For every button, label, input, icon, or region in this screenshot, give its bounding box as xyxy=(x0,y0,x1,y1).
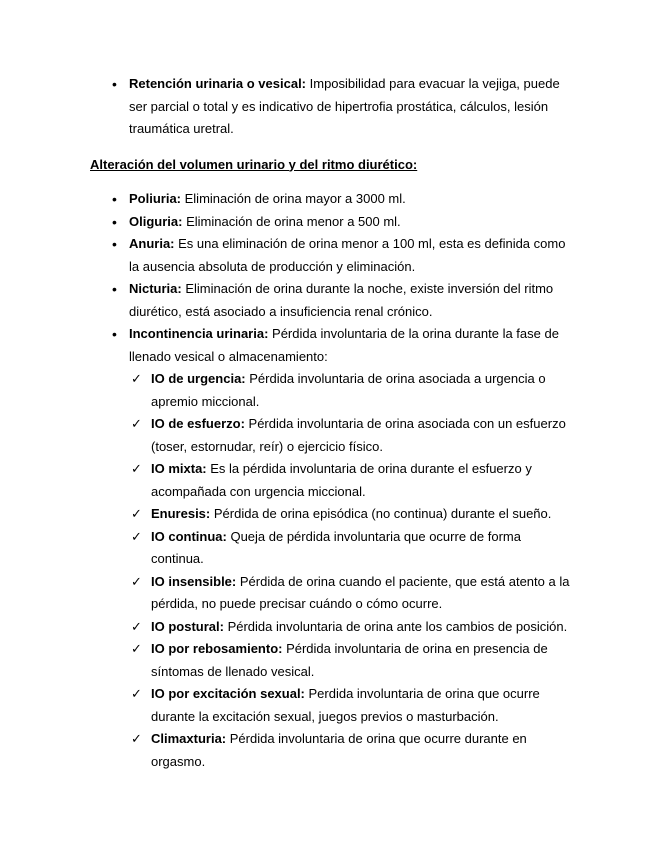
subitem-term: Enuresis: xyxy=(151,506,211,521)
checkmark-icon: ✓ xyxy=(131,371,142,386)
subitem-text: Pérdida involuntaria de orina en presencia de síntomas de llenado vesical. xyxy=(151,641,548,679)
sublist-item xyxy=(90,571,570,616)
checkmark-icon: ✓ xyxy=(131,686,142,701)
volume-list xyxy=(90,188,570,368)
bullet-icon: • xyxy=(112,76,117,92)
bullet-icon: • xyxy=(112,326,117,342)
item-text: Eliminación de orina mayor a 3000 ml. xyxy=(181,191,406,206)
subitem-text: Es la pérdida involuntaria de orina durante el esfuerzo y acompañada con urgencia miccional. xyxy=(151,461,532,499)
checkmark-icon: ✓ xyxy=(131,641,142,656)
bullet-icon: • xyxy=(112,281,117,297)
checkmark-icon: ✓ xyxy=(131,416,142,431)
bullet-icon: • xyxy=(112,213,117,230)
subitem-term: IO de esfuerzo: xyxy=(151,416,245,431)
item-text: Eliminación de orina menor a 500 ml. xyxy=(182,213,401,229)
sublist-item xyxy=(90,413,570,458)
checkmark-icon: ✓ xyxy=(131,618,142,634)
subitem-term: IO de urgencia: xyxy=(151,371,246,386)
list-item xyxy=(90,278,570,323)
subitem-term: Climaxturia: xyxy=(151,731,227,746)
list-item xyxy=(90,233,570,278)
sublist-item xyxy=(90,526,570,571)
list-item xyxy=(90,188,570,211)
item-term: Anuria: xyxy=(129,236,175,251)
incontinence-sublist xyxy=(90,368,570,773)
checkmark-icon: ✓ xyxy=(131,506,142,521)
item-term: Nicturia: xyxy=(129,281,182,296)
sublist-item xyxy=(90,683,570,728)
subitem-text: Queja de pérdida involuntaria que ocurre de forma continua. xyxy=(151,528,521,566)
subitem-text: Pérdida de orina cuando el paciente, que está atento a la pérdida, no puede precisar cuándo o cómo ocurre. xyxy=(151,573,570,611)
checkmark-icon: ✓ xyxy=(131,461,142,476)
subitem-term: IO insensible: xyxy=(151,573,237,589)
item-term: Oliguria: xyxy=(129,213,183,229)
subitem-term: IO por rebosamiento: xyxy=(151,641,283,656)
bullet-icon: • xyxy=(112,236,117,252)
subitem-text: Pérdida de orina episódica (no continua) durante el sueño. xyxy=(210,506,552,521)
sublist-item xyxy=(90,458,570,503)
item-term: Retención urinaria o vesical: xyxy=(129,76,307,91)
checkmark-icon: ✓ xyxy=(131,528,142,544)
sublist-item xyxy=(90,728,570,773)
section-title: Alteración del volumen urinario y del ritmo diurético: xyxy=(90,156,418,172)
subitem-text: Pérdida involuntaria de orina que ocurre durante en orgasmo. xyxy=(151,731,527,769)
list-item xyxy=(90,73,570,141)
item-text: Es una eliminación de orina menor a 100 ml, esta es definida como la ausencia absoluta de producción y eliminación. xyxy=(129,236,566,274)
checkmark-icon: ✓ xyxy=(131,573,142,589)
sublist-item xyxy=(90,638,570,683)
item-term: Poliuria: xyxy=(129,191,182,206)
sublist-item xyxy=(90,503,570,526)
subitem-text: Pérdida involuntaria de orina asociada a urgencia o apremio miccional. xyxy=(151,371,546,409)
item-text: Pérdida involuntaria de la orina durante la fase de llenado vesical o almacenamiento: xyxy=(129,326,559,364)
subitem-text: Perdida involuntaria de orina que ocurre durante la excitación sexual, juegos previos o masturbación. xyxy=(151,686,540,724)
list-item xyxy=(90,211,570,234)
item-text: Imposibilidad para evacuar la vejiga, puede ser parcial o total y es indicativo de hipertrofia prostática, cálculos, lesión traumática uretral. xyxy=(129,76,560,136)
subitem-text: Pérdida involuntaria de orina asociada con un esfuerzo (toser, estornudar, reír) o ejercicio físico. xyxy=(151,416,566,454)
top-list xyxy=(90,73,570,141)
subitem-term: IO mixta: xyxy=(151,461,207,476)
sublist-item xyxy=(90,616,570,639)
list-item xyxy=(90,323,570,368)
document-content xyxy=(90,73,570,773)
sublist-item xyxy=(90,368,570,413)
item-term: Incontinencia urinaria: xyxy=(129,326,269,341)
subitem-text: Pérdida involuntaria de orina ante los cambios de posición. xyxy=(223,618,568,634)
subitem-term: IO por excitación sexual: xyxy=(151,686,305,701)
bullet-icon: • xyxy=(112,191,117,207)
checkmark-icon: ✓ xyxy=(131,731,142,746)
subitem-term: IO postural: xyxy=(151,618,224,634)
subitem-term: IO continua: xyxy=(151,528,227,544)
item-text: Eliminación de orina durante la noche, existe inversión del ritmo diurético, está asociado a insuficiencia renal crónico. xyxy=(129,281,554,319)
